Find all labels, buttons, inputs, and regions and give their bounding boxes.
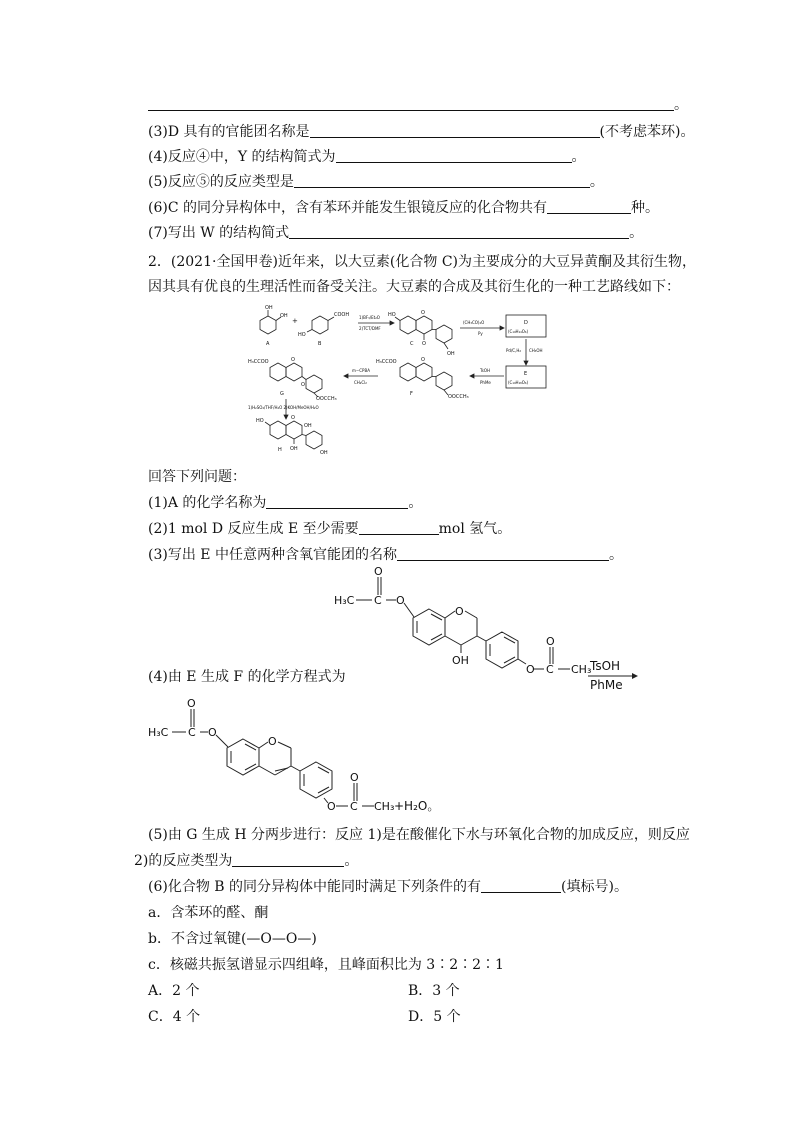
blank[interactable] — [148, 96, 674, 111]
option-D[interactable]: D．5 个 — [408, 1009, 461, 1025]
q1-item-7: (7)写出 W 的结构简式 。 — [148, 225, 644, 241]
synthesis-scheme — [248, 303, 553, 458]
cond-FG-1: m−CPBA — [352, 368, 370, 373]
blank[interactable] — [289, 224, 629, 239]
reaction-arrow — [588, 670, 640, 694]
scheme-label-HO: HO — [256, 418, 264, 424]
scheme-label-O: O — [422, 341, 426, 347]
formula-E: (C₁₉H₁₈O₆) — [508, 380, 529, 385]
eq-O: O — [526, 663, 535, 676]
scheme-label-O: O — [421, 357, 425, 363]
cond-CD-2: Py — [478, 331, 483, 336]
cond-DE-1: Pd/C,H₂ — [506, 348, 521, 353]
q2-item-1: (1)A 的化学名称为 。 — [148, 495, 423, 511]
scheme-label-HO: HO — [298, 332, 306, 338]
compound-label-B: B — [318, 341, 322, 347]
eq-O: O — [546, 635, 555, 648]
scheme-label-O: O — [291, 357, 295, 363]
compound-label-D: D — [524, 320, 528, 326]
q2-item-3: (3)写出 E 中任意两种含氧官能团的名称 。 — [148, 547, 623, 563]
blank[interactable] — [359, 520, 439, 535]
scheme-label-OOCCH3: OOCCH₃ — [448, 394, 469, 400]
scheme-label-O: O — [291, 415, 295, 421]
q1-item-4: (4)反应④中，Y 的结构简式为 。 — [148, 149, 586, 165]
scheme-label-OH: OH — [320, 450, 328, 456]
blank[interactable] — [481, 878, 561, 893]
q2-item-5-line2: 2)的反应类型为 。 — [134, 853, 359, 869]
blank[interactable] — [336, 148, 572, 163]
q2-intro-line1: 2．(2021·全国甲卷)近年来，以大豆素(化合物 C)为主要成分的大豆异黄酮及其衍生物， — [148, 254, 696, 270]
product-F-structure — [148, 697, 458, 817]
compound-label-H: H — [278, 447, 282, 453]
eq-O: O — [187, 697, 196, 710]
eq-CH3: CH₃ — [571, 663, 592, 676]
reactant-E-structure — [334, 565, 644, 680]
condition-a: a．含苯环的醛、酮 — [148, 905, 269, 921]
answer-line-top — [148, 95, 688, 115]
scheme-label-HO: HO — [388, 312, 396, 318]
condition-c: c．核磁共振氢谱显示四组峰，且峰面积比为 3∶2∶2∶1 — [148, 957, 504, 973]
q1-item-5: (5)反应⑤的反应类型是 。 — [148, 174, 604, 190]
blank[interactable] — [397, 546, 609, 561]
scheme-label-OH: OH — [265, 305, 273, 311]
cond-EF-1: TsOH — [480, 368, 491, 373]
eq-C: C — [546, 663, 554, 676]
option-C[interactable]: C．4 个 — [148, 1009, 201, 1025]
eq-OH: OH — [452, 654, 469, 667]
cond-GH: 1)H₂SO₄/THF/H₂O 2)KOH/MeOH/H₂O — [248, 405, 319, 410]
scheme-label-COOH: COOH — [334, 312, 350, 318]
scheme-label-OOCCH3: OOCCH₃ — [316, 396, 337, 402]
eq-plus-water: +H₂O。 — [394, 799, 440, 813]
scheme-label-OH: OH — [447, 351, 455, 357]
q2-item-4: (4)由 E 生成 F 的化学方程式为 — [148, 669, 346, 685]
eq-C: C — [374, 594, 382, 607]
scheme-label-OH: OH — [280, 313, 288, 319]
answer-prompt: 回答下列问题： — [148, 469, 246, 485]
scheme-label-O: O — [301, 382, 305, 388]
scheme-label-OH: OH — [304, 423, 312, 429]
cond-FG-2: CH₂Cl₂ — [354, 380, 367, 385]
compound-label-G: G — [280, 391, 284, 397]
q2-intro-line2: 因其具有优良的生理活性而备受关注。大豆素的合成及其衍生化的一种工艺路线如下： — [148, 279, 680, 295]
eq-H3C: H₃C — [148, 726, 169, 739]
q1-item-6: (6)C 的同分异构体中，含有苯环并能发生银镜反应的化合物共有 种。 — [148, 200, 659, 216]
eq-O: O — [268, 735, 277, 748]
cond-BC-1: 1)BF₃/Et₂O — [359, 315, 380, 320]
blank[interactable] — [232, 852, 344, 867]
blank[interactable] — [266, 494, 408, 509]
cond-DE-2: CH₃OH — [529, 348, 543, 353]
scheme-label-OH: OH — [290, 446, 298, 452]
eq-O: O — [396, 594, 405, 607]
compound-label-A: A — [266, 341, 270, 347]
eq-O: O — [455, 605, 464, 618]
catalyst-PhMe: PhMe — [590, 678, 623, 692]
q2-item-5-line1: (5)由 G 生成 H 分两步进行：反应 1)是在酸催化下水与环氧化合物的加成反应，则反应 — [148, 827, 690, 843]
blank[interactable] — [547, 199, 631, 214]
eq-C: C — [350, 800, 358, 813]
option-A[interactable]: A．2 个 — [148, 983, 200, 999]
cond-BC-2: 2)TCT/DMF — [359, 326, 381, 331]
cond-EF-2: PhMe — [480, 380, 491, 385]
scheme-label-H3CCOO: H₃CCOO — [376, 359, 397, 365]
catalyst-TsOH: TsOH — [590, 659, 621, 673]
scheme-label-plus: + — [292, 317, 298, 325]
option-B[interactable]: B．3 个 — [408, 983, 460, 999]
q2-item-6: (6)化合物 B 的同分异构体中能同时满足下列条件的有 (填标号)。 — [148, 879, 628, 895]
scheme-label-O: O — [421, 310, 425, 316]
eq-C: C — [188, 726, 196, 739]
blank[interactable] — [294, 173, 590, 188]
eq-O: O — [327, 800, 336, 813]
blank[interactable] — [310, 123, 600, 138]
compound-label-F: F — [410, 391, 413, 397]
condition-b: b．不含过氧键(—O—O—) — [148, 931, 317, 947]
compound-label-E: E — [524, 371, 528, 377]
eq-O: O — [208, 726, 217, 739]
period: 。 — [674, 97, 688, 113]
q2-item-2: (2)1 mol D 反应生成 E 至少需要 mol 氢气。 — [148, 521, 512, 537]
q1-item-3: (3)D 具有的官能团名称是 (不考虑苯环)。 — [148, 124, 695, 140]
cond-CD-1: (CH₃CO)₂O — [463, 320, 485, 325]
eq-O: O — [350, 771, 359, 784]
compound-label-C: C — [410, 341, 414, 347]
formula-D: (C₁₉H₁₄O₆) — [508, 329, 529, 334]
scheme-label-H3CCOO: H₃CCOO — [248, 359, 269, 365]
eq-CH3: CH₃ — [374, 800, 395, 813]
eq-H3C: H₃C — [334, 594, 355, 607]
eq-O: O — [374, 565, 383, 578]
